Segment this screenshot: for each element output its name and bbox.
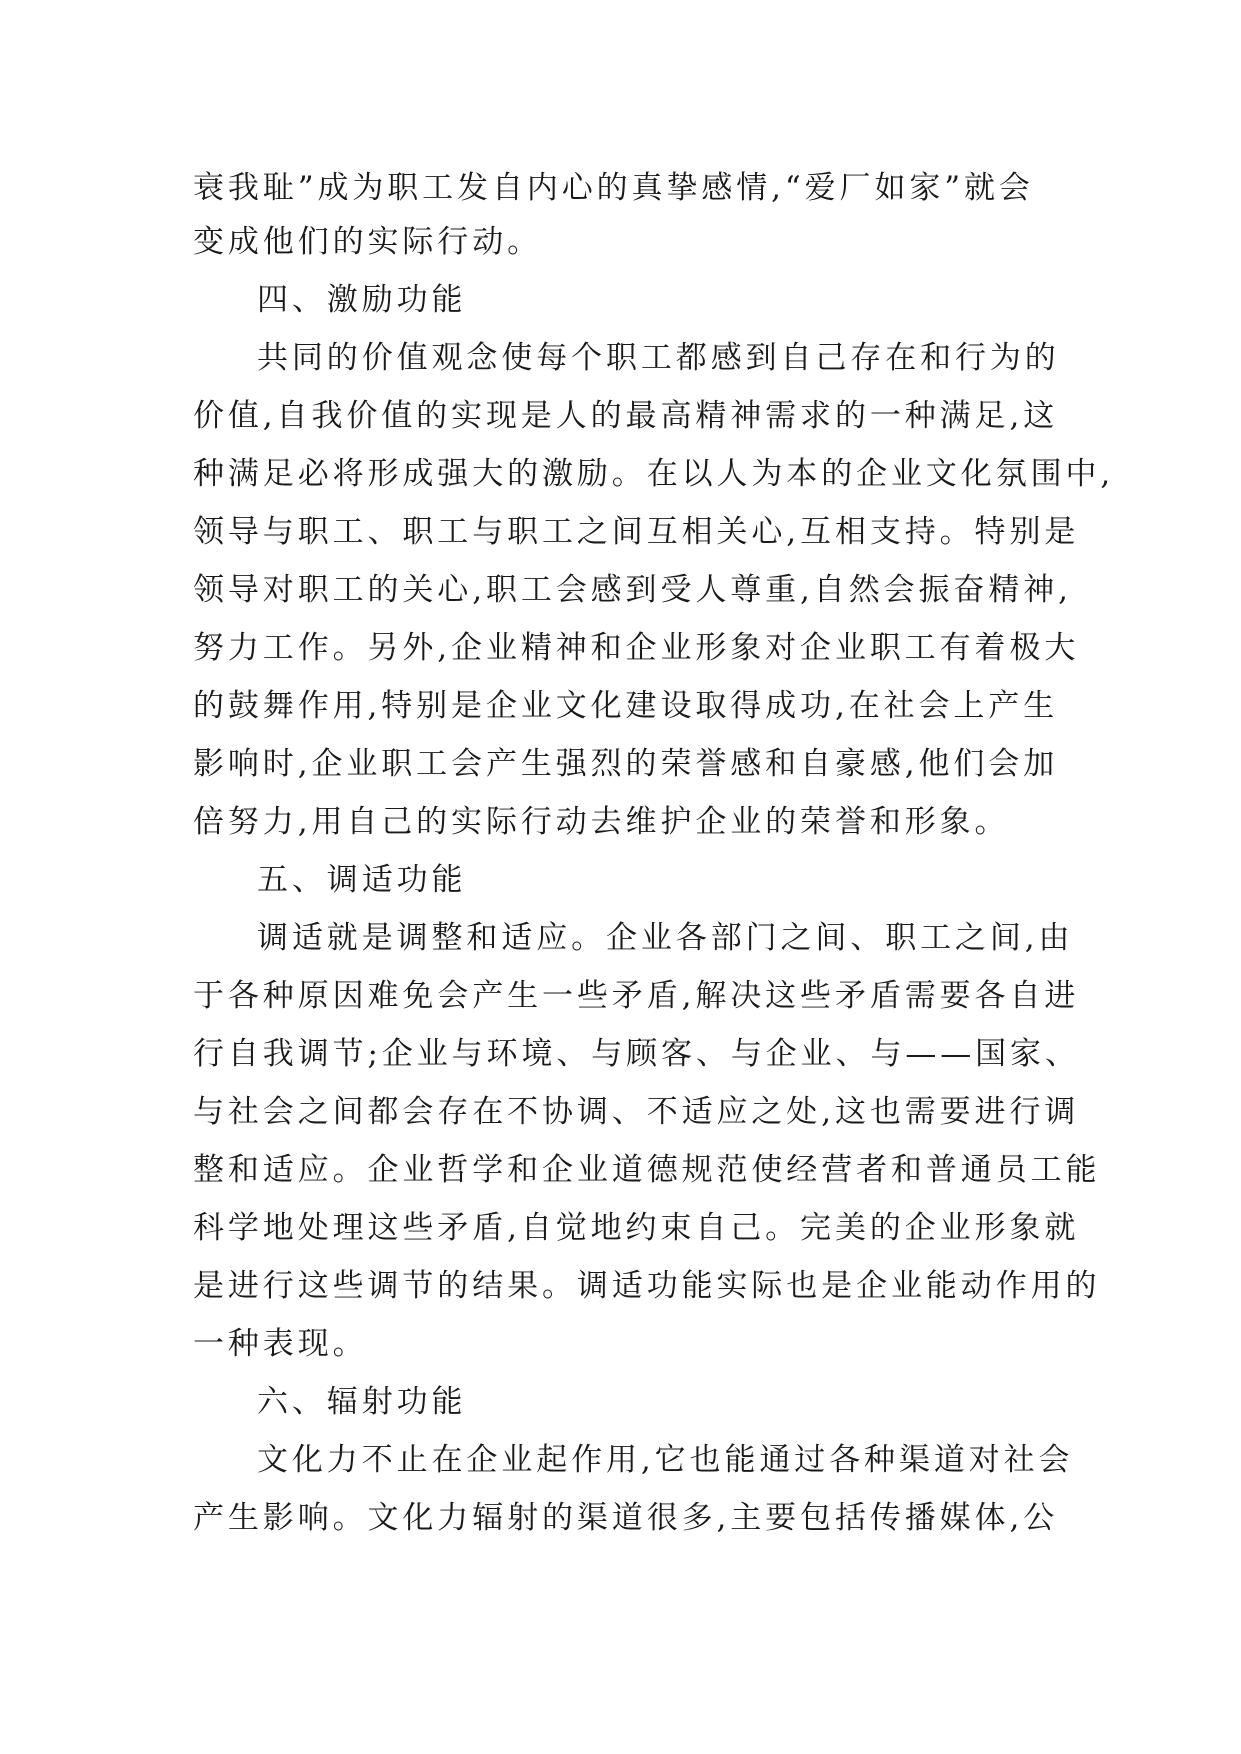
section-heading: 六、辐射功能: [257, 1384, 467, 1420]
body-text-line: 种满足必将形成强大的激励。在以人为本的企业文化氛围中,: [193, 456, 1115, 492]
paragraph-first-line: 文化力不止在企业起作用,它也能通过各种渠道对社会: [257, 1442, 1074, 1478]
body-text-line: 一种表现。: [193, 1326, 368, 1362]
body-text-line: 价值,自我价值的实现是人的最高精神需求的一种满足,这: [193, 398, 1059, 434]
body-text-line: 科学地处理这些矛盾,自觉地约束自己。完美的企业形象就: [193, 1210, 1080, 1246]
body-text-line: 整和适应。企业哲学和企业道德规范使经营者和普通员工能: [193, 1152, 1101, 1188]
body-text-line: 领导对职工的关心,职工会感到受人尊重,自然会振奋精神,: [193, 572, 1072, 608]
section-heading: 四、激励功能: [257, 282, 467, 318]
body-text-line: 倍努力,用自己的实际行动去维护企业的荣誉和形象。: [193, 804, 1010, 840]
body-text-line: 行自我调节;企业与环境、与顾客、与企业、与——国家、: [193, 1036, 1080, 1072]
section-heading: 五、调适功能: [257, 862, 467, 898]
body-text-line: 与社会之间都会存在不协调、不适应之处,这也需要进行调: [193, 1094, 1080, 1130]
body-text-line: 产生影响。文化力辐射的渠道很多,主要包括传播媒体,公: [193, 1500, 1059, 1536]
body-text-line: 领导与职工、职工与职工之间互相关心,互相支持。特别是: [193, 514, 1080, 550]
paragraph-first-line: 共同的价值观念使每个职工都感到自己存在和行为的: [257, 340, 1060, 376]
body-text-line: 是进行这些调节的结果。调适功能实际也是企业能动作用的: [193, 1268, 1101, 1304]
paragraph-first-line: 调适就是调整和适应。企业各部门之间、职工之间,由: [257, 920, 1074, 956]
body-text-line: 的鼓舞作用,特别是企业文化建设取得成功,在社会上产生: [193, 688, 1059, 724]
body-text-line: 变成他们的实际行动。: [193, 224, 542, 260]
body-text-line: 努力工作。另外,企业精神和企业形象对企业职工有着极大: [193, 630, 1080, 666]
body-text-line: 衰我耻”成为职工发自内心的真挚感情,“爱厂如家”就会: [193, 170, 1034, 206]
body-text-line: 影响时,企业职工会产生强烈的荣誉感和自豪感,他们会加: [193, 746, 1059, 782]
body-text-line: 于各种原因难免会产生一些矛盾,解决这些矛盾需要各自进: [193, 978, 1080, 1014]
